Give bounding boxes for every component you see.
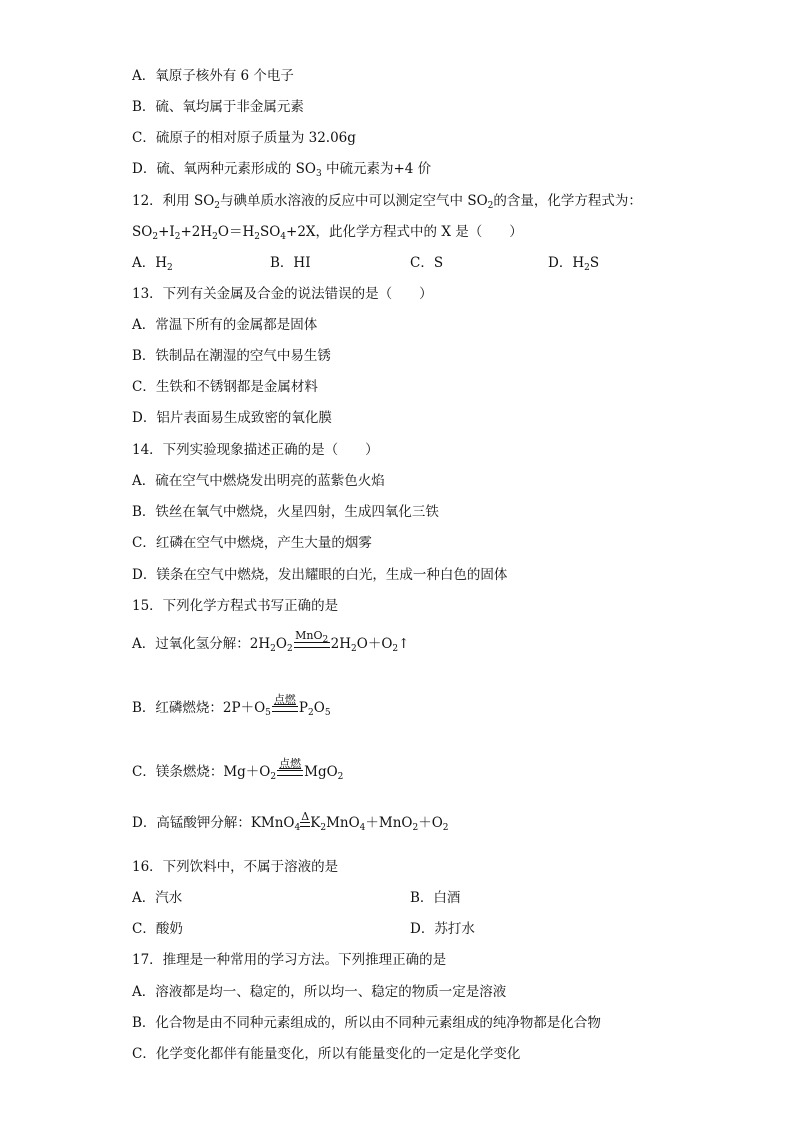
q14-option-c: C．红磷在空气中燃烧，产生大量的烟雾 xyxy=(132,535,372,551)
q11-option-a: A．氧原子核外有 6 个电子 xyxy=(132,68,294,84)
q15-stem: 15．下列化学方程式书写正确的是 xyxy=(132,598,339,614)
q17-option-a: A．溶液都是均一、稳定的，所以均一、稳定的物质一定是溶液 xyxy=(132,984,507,1000)
q14-option-b: B．铁丝在氧气中燃烧，火星四射，生成四氧化三铁 xyxy=(132,504,439,520)
q11-option-b: B．硫、氧均属于非金属元素 xyxy=(132,99,304,115)
q16-option-a: A．汽水 xyxy=(132,890,183,906)
q13-stem: 13．下列有关金属及合金的说法错误的是（ ） xyxy=(132,286,433,302)
q11-option-c: C．硫原子的相对原子质量为 32.06g xyxy=(132,130,356,146)
q17-option-c: C．化学变化都伴有能量变化，所以有能量变化的一定是化学变化 xyxy=(132,1046,521,1062)
q13-option-d: D．铝片表面易生成致密的氧化膜 xyxy=(132,410,332,426)
q16-option-c: C．酸奶 xyxy=(132,921,183,937)
q13-option-a: A．常温下所有的金属都是固体 xyxy=(132,317,318,333)
q12-option-a: A．$H_2$ xyxy=(132,255,173,273)
ignite-condition: 点燃 xyxy=(272,694,298,717)
ignite-condition: 点燃 xyxy=(277,758,303,781)
q12-option-b: B．HI xyxy=(270,255,311,271)
q11-option-d: D．硫、氧两种元素形成的 $SO_3$ 中硫元素为+4 价 xyxy=(132,161,432,179)
q16-stem: 16．下列饮料中，不属于溶液的是 xyxy=(132,859,339,875)
q12-stem-line2: $SO_2+I_2+2H_2O=H_2SO_4+2X$，此化学方程式中的 X 是（ ） xyxy=(132,224,523,242)
q12-option-c: C．S xyxy=(410,255,444,271)
q14-stem: 14．下列实验现象描述正确的是（ ） xyxy=(132,442,379,458)
q15-option-b: B．红磷燃烧： $2P+O_5$ 点燃 $P_2O_5$ xyxy=(132,693,331,718)
q13-option-b: B．铁制品在潮湿的空气中易生锈 xyxy=(132,348,331,364)
q12-stem-line1: 12．利用 $SO_2$与碘单质水溶液的反应中可以测定空气中 $SO_2$的含量，化学方程式为： xyxy=(132,193,642,211)
q12-option-d: D．$H_2S$ xyxy=(548,255,600,273)
q14-option-d: D．镁条在空气中燃烧，发出耀眼的白光，生成一种白色的固体 xyxy=(132,567,508,583)
q15-option-a: A．过氧化氢分解： $2H_2O_2$ MnO$_2$ $2H_2O+O_2↑$ xyxy=(132,629,410,654)
q16-option-b: B．白酒 xyxy=(410,890,461,906)
q15-option-d: D．高锰酸钾分解： KMnO$_4$ Δ $K_2MnO_4+MnO_2+O_2$ xyxy=(132,810,449,833)
q17-stem: 17．推理是一种常用的学习方法。下列推理正确的是 xyxy=(132,952,447,968)
q13-option-c: C．生铁和不锈钢都是金属材料 xyxy=(132,379,318,395)
catalyst-condition: MnO$_2$ xyxy=(294,630,330,653)
q16-option-d: D．苏打水 xyxy=(410,921,475,937)
q17-option-b: B．化合物是由不同种元素组成的，所以由不同种元素组成的纯净物都是化合物 xyxy=(132,1015,601,1031)
q15-option-c: C．镁条燃烧： $Mg+O_2$ 点燃 MgO$_2$ xyxy=(132,757,344,782)
heat-condition: Δ xyxy=(300,812,310,832)
q14-option-a: A．硫在空气中燃烧发出明亮的蓝紫色火焰 xyxy=(132,473,385,489)
